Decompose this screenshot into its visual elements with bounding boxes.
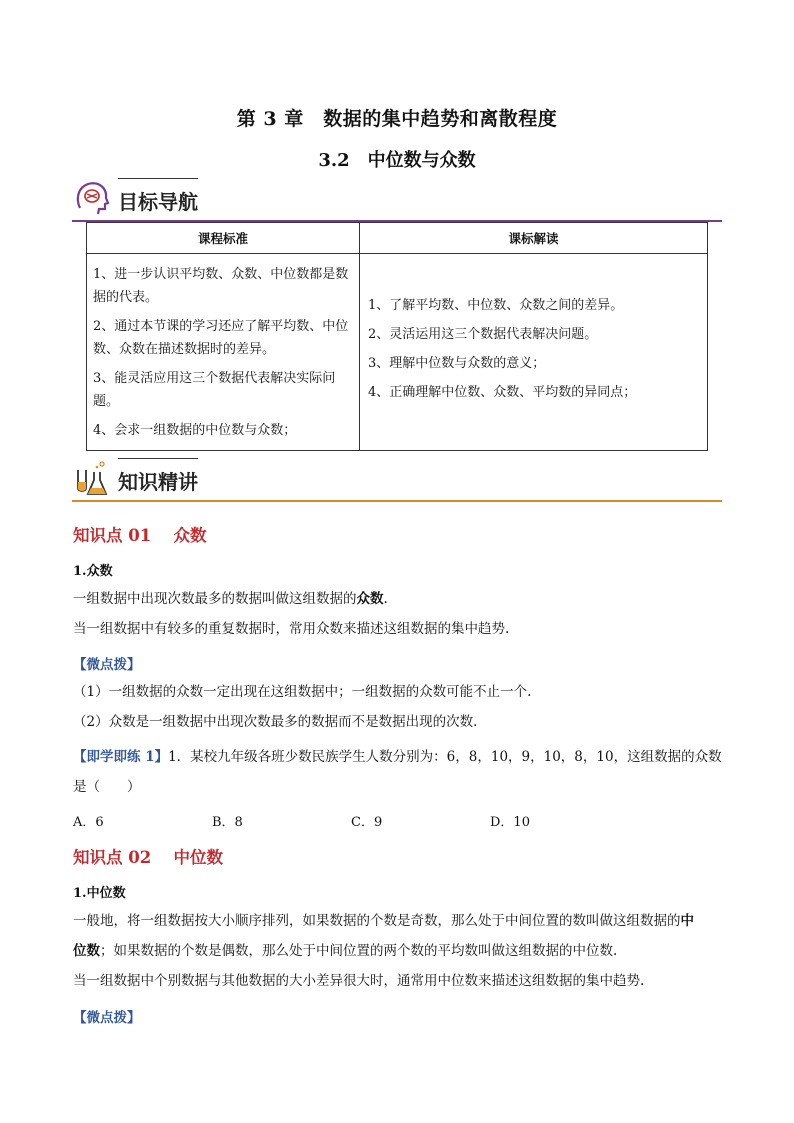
kp1-exercise: [73, 742, 723, 802]
exercise-line: [73, 742, 723, 772]
col-header-interpretation: 课标解读: [360, 223, 708, 254]
kp2-definition-1: [73, 906, 723, 936]
header-topline: [118, 178, 198, 179]
kp1-body: [73, 584, 723, 644]
flask-icon: [72, 458, 112, 498]
hint-item: （1）一组数据的众数一定出现在这组数据中；一组数据的众数可能不止一个.: [73, 684, 532, 700]
kp1-title: 知识点 01 众数: [73, 526, 207, 545]
exercise-line-2: 是（ ）: [73, 779, 141, 795]
list-item: 3、理解中位数与众数的意义；: [368, 356, 546, 371]
list-item: 1、进一步认识平均数、众数、中位数都是数据的代表。: [93, 266, 349, 305]
exercise-question: 1．某校九年级各班少数民族学生人数分别为：6，8，10，9，10，8，10，这组数据的众数: [168, 749, 722, 765]
text-span: 一组数据中出现次数最多的数据叫做这组数据的: [73, 591, 357, 607]
list-item: 2、灵活运用这三个数据代表解决问题。: [368, 327, 598, 342]
text-span: .: [383, 591, 388, 607]
standards-cell: [87, 254, 360, 451]
list-item: 2、通过本节课的学习还应了解平均数、中位数、众数在描述数据时的差异。: [93, 318, 349, 357]
kp2-hint-label: 【微点拨】: [73, 1010, 141, 1026]
interpretation-cell: [360, 254, 708, 451]
hint-item: （2）众数是一组数据中出现次数最多的数据而不是数据出现的次数.: [73, 714, 478, 730]
choice-a[interactable]: A．6: [73, 815, 104, 830]
standards-table: [86, 222, 708, 451]
list-item: 4、会求一组数据的中位数与众数；: [93, 422, 297, 438]
choice-c[interactable]: C．9: [351, 815, 383, 830]
knowledge-rule: [72, 500, 722, 502]
kp1-usage: 当一组数据中有较多的重复数据时，常用众数来描述这组数据的集中趋势.: [73, 621, 510, 637]
kp1-hint-label: 【微点拨】: [73, 657, 141, 673]
section-title: 3.2 中位数与众数: [318, 150, 476, 171]
kp2-definition-2: [73, 936, 723, 966]
kp2-usage: 当一组数据中个别数据与其他数据的大小差异很大时，通常用中位数来描述这组数据的集中趋势.: [73, 973, 645, 989]
list-item: 4、正确理解中位数、众数、平均数的异同点；: [368, 385, 637, 400]
kp2-subtitle: 1.中位数: [73, 886, 126, 901]
text-span: 一般地，将一组数据按大小顺序排列，如果数据的个数是奇数，那么处于中间位置的数叫做这组数据的: [73, 913, 681, 929]
kp1-subtitle: 1.众数: [73, 564, 113, 579]
knowledge-section-header: [72, 458, 722, 502]
term-bold: 众数: [356, 591, 384, 607]
col-header-standard: 课程标准: [87, 223, 360, 254]
kp1-hints: [73, 677, 723, 737]
list-item: 3、能灵活应用这三个数据代表解决实际问题。: [93, 370, 336, 409]
table-row: [87, 254, 708, 451]
choice-d[interactable]: D．10: [490, 815, 530, 830]
header-topline: [118, 458, 198, 459]
chapter-title: 第 3 章 数据的集中趋势和离散程度: [236, 108, 558, 130]
kp1-definition: [73, 584, 723, 614]
knowledge-heading: 知识精讲: [118, 470, 198, 494]
kp2-title: 知识点 02 中位数: [73, 848, 223, 867]
choice-list: [73, 811, 633, 830]
table-header-row: [87, 223, 708, 254]
exercise-label: 【即学即练 1】: [73, 749, 169, 765]
list-item: 1、了解平均数、中位数、众数之间的差异。: [368, 298, 624, 313]
nav-section-header: [72, 178, 722, 222]
head-brain-icon: [72, 178, 112, 218]
term-bold: 位数: [73, 943, 100, 959]
kp2-body: [73, 906, 723, 996]
choice-b[interactable]: B．8: [212, 815, 243, 830]
text-span: ；如果数据的个数是偶数，那么处于中间位置的两个数的平均数叫做这组数据的中位数.: [100, 943, 618, 959]
nav-heading: 目标导航: [118, 190, 198, 214]
term-bold: 中: [680, 913, 694, 929]
